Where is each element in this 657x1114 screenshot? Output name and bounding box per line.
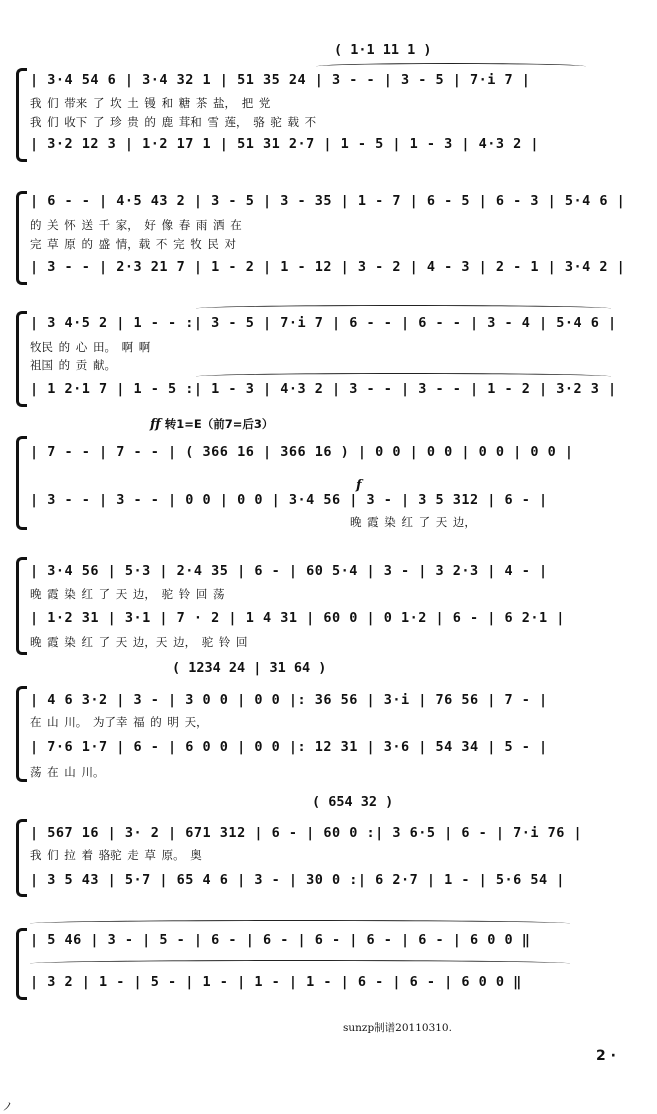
lyric-line-2: 晚 霞 染 红 了 天 边，天 边， 驼 铃 回 bbox=[30, 635, 248, 649]
lyric-line-2: 祖国 的 贡 献。 bbox=[30, 358, 116, 372]
lower-voice: | 7·6 1·7 | 6 - | 6 0 0 | 0 0 |: 12 31 | 3·6 | 54 34 | 5 - | bbox=[30, 739, 548, 755]
score-system-7 bbox=[16, 815, 616, 895]
upper-voice: | 5 46 | 3 - | 5 - | 6 - | 6 - | 6 - | 6 - | 6 - | 6 0 0 ‖ bbox=[30, 932, 531, 948]
lower-voice: | 1·2 31 | 3·1 | 7 · 2 | 1 4 31 | 60 0 | 0 1·2 | 6 - | 6 2·1 | bbox=[30, 610, 565, 626]
score-system-6 bbox=[16, 682, 616, 782]
lyric-line-1: 我 们 拉 着 骆驼 走 草 原。 奥 bbox=[30, 848, 202, 862]
score-system-1 bbox=[16, 60, 616, 160]
key-change-text: 转1=E（前7=后3） bbox=[164, 417, 274, 431]
upper-voice: | 6 - - | 4·5 43 2 | 3 - 5 | 3 - 35 | 1 - 7 | 6 - 5 | 6 - 3 | 5·4 6 | bbox=[30, 193, 626, 209]
tie-mark bbox=[316, 63, 586, 70]
lyric-line-1: 在 山 川。 为了幸 福 的 明 天， bbox=[30, 715, 208, 729]
lyric-line-2: 我 们 收下 了 珍 贵 的 鹿 茸和 雪 莲， 骆 驼 载 不 bbox=[30, 115, 317, 129]
lower-voice: | 3 2 | 1 - | 5 - | 1 - | 1 - | 1 - | 6 - | 6 - | 6 0 0 ‖ bbox=[30, 974, 522, 990]
score-system-3 bbox=[16, 305, 616, 405]
lyric-line-1: 晚 霞 染 红 了 天 边， 驼 铃 回 荡 bbox=[30, 587, 225, 601]
tie-mark bbox=[196, 305, 611, 312]
upper-voice: | 4 6 3·2 | 3 - | 3 0 0 | 0 0 |: 36 56 | 3·i | 76 56 | 7 - | bbox=[30, 692, 548, 708]
upper-voice: | 567 16 | 3· 2 | 671 312 | 6 - | 60 0 :| 3 6·5 | 6 - | 7·i 76 | bbox=[30, 825, 583, 841]
lyric-line-2: 完 草 原 的 盛 情，载 不 完 牧 民 对 bbox=[30, 237, 237, 251]
system-bracket bbox=[16, 68, 27, 162]
upper-voice: | 3 4·5 2 | 1 - - :| 3 - 5 | 7·i 7 | 6 - - | 6 - - | 3 - 4 | 5·4 6 | bbox=[30, 315, 617, 331]
intro-notation-3: ( 654 32 ) bbox=[312, 794, 394, 810]
lower-voice: | 1 2·1 7 | 1 - 5 :| 1 - 3 | 4·3 2 | 3 - - | 3 - - | 1 - 2 | 3·2 3 | bbox=[30, 381, 617, 397]
dynamic-ff: ff bbox=[150, 417, 161, 432]
lyric-line-1: 牧民 的 心 田。 啊 啊 bbox=[30, 340, 151, 354]
system-bracket bbox=[16, 819, 27, 897]
intro-notation-2: ( 1234 24 | 31 64 ) bbox=[172, 660, 327, 676]
score-system-2 bbox=[16, 183, 626, 283]
dynamic-f: f bbox=[356, 478, 362, 493]
score-system-5 bbox=[16, 553, 616, 653]
transcriber-credit: sunzp制谱20110310. bbox=[343, 1022, 452, 1034]
corner-mark: ノ bbox=[2, 1100, 13, 1113]
lyric-line-2: 荡 在 山 川。 bbox=[30, 765, 105, 779]
tie-mark bbox=[30, 920, 570, 927]
lyric-line-1: 的 关 怀 送 千 家， 好 像 春 雨 洒 在 bbox=[30, 218, 242, 232]
lyric-line-1: 我 们 带来 了 坎 土 镘 和 糖 茶 盐， 把 党 bbox=[30, 96, 271, 110]
lower-voice: | 3·2 12 3 | 1·2 17 1 | 51 31 2·7 | 1 - 5 | 1 - 3 | 4·3 2 | bbox=[30, 136, 540, 152]
system-bracket bbox=[16, 928, 27, 1000]
lower-voice: | 3 - - | 2·3 21 7 | 1 - 2 | 1 - 12 | 3 - 2 | 4 - 3 | 2 - 1 | 3·4 2 | bbox=[30, 259, 626, 275]
page-number: 2 · bbox=[596, 1048, 616, 1064]
lower-voice: | 3 5 43 | 5·7 | 65 4 6 | 3 - | 30 0 :| 6 2·7 | 1 - | 5·6 54 | bbox=[30, 872, 565, 888]
upper-voice: | 7 - - | 7 - - | ( 366 16 | 366 16 ) | 0 0 | 0 0 | 0 0 | 0 0 | bbox=[30, 444, 574, 460]
system-bracket bbox=[16, 557, 27, 655]
lyric-line-1: 晚 霞 染 红 了 天 边， bbox=[350, 515, 476, 529]
upper-voice: | 3·4 54 6 | 3·4 32 1 | 51 35 24 | 3 - - | 3 - 5 | 7·i 7 | bbox=[30, 72, 531, 88]
intro-notation-1: ( 1·1 11 1 ) bbox=[334, 42, 432, 58]
system-bracket bbox=[16, 311, 27, 407]
score-system-8 bbox=[16, 920, 616, 1000]
upper-voice: | 3·4 56 | 5·3 | 2·4 35 | 6 - | 60 5·4 | 3 - | 3 2·3 | 4 - | bbox=[30, 563, 548, 579]
lower-voice: | 3 - - | 3 - - | 0 0 | 0 0 | 3·4 56 | 3 - | 3 5 312 | 6 - | bbox=[30, 492, 548, 508]
score-system-4 bbox=[16, 430, 616, 530]
tie-mark bbox=[196, 373, 611, 380]
system-bracket bbox=[16, 686, 27, 782]
system-bracket bbox=[16, 191, 27, 285]
tie-mark bbox=[30, 960, 570, 967]
system-bracket bbox=[16, 436, 27, 530]
